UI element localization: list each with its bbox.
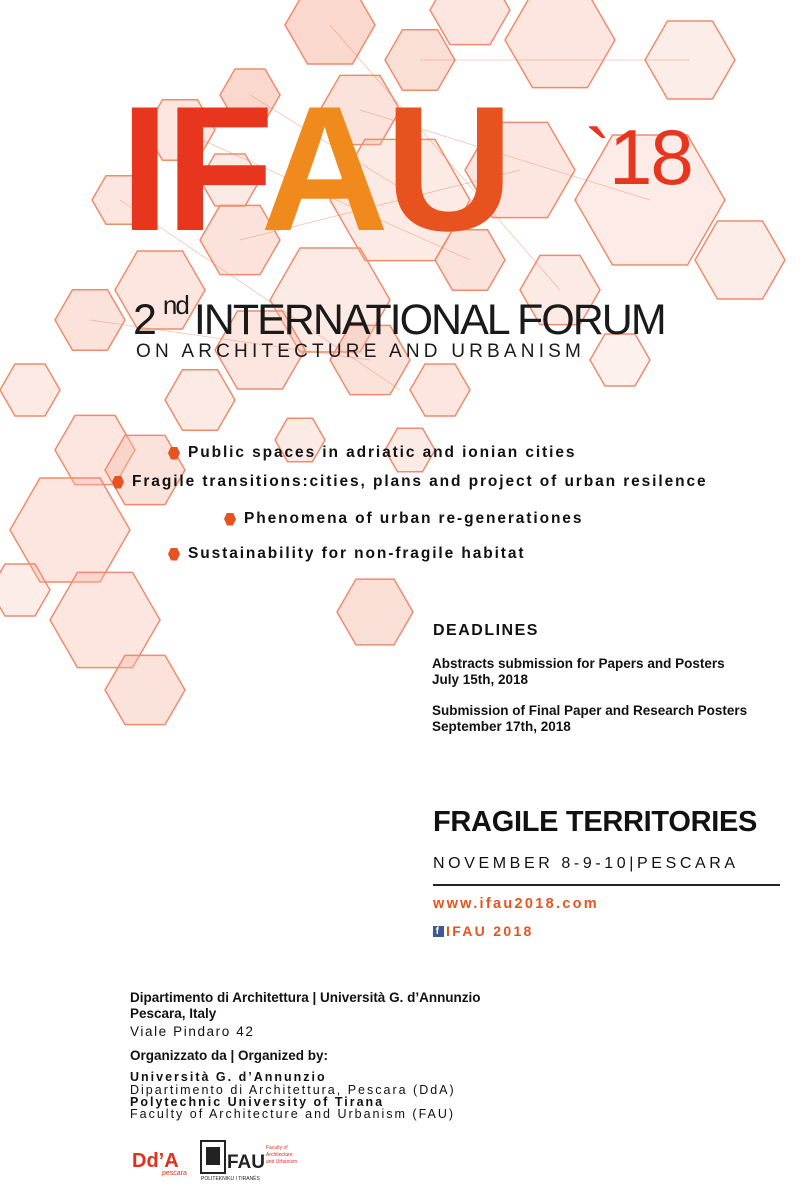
topic-text: Sustainability for non-fragile habitat bbox=[188, 545, 526, 562]
seal-inner bbox=[206, 1147, 220, 1165]
organizer-line: Polytechnic University of Tirana bbox=[130, 1095, 385, 1109]
website-link[interactable]: www.ifau2018.com bbox=[433, 896, 600, 912]
dda-logo-subtitle: pescara bbox=[162, 1170, 187, 1177]
fau-logo bbox=[200, 1140, 298, 1182]
topic-text: Public spaces in adriatic and ionian cities bbox=[188, 444, 577, 461]
event-dates: NOVEMBER 8-9-10|PESCARA bbox=[433, 855, 739, 872]
logo-year-number: 18 bbox=[608, 113, 692, 201]
topic-item bbox=[112, 473, 708, 491]
decorative-hexagon bbox=[410, 364, 470, 416]
hexagon-bullet-icon bbox=[112, 476, 124, 489]
topic-item bbox=[168, 545, 525, 563]
fau-text-line: Faculty of bbox=[266, 1145, 288, 1151]
decorative-hexagon bbox=[337, 579, 413, 645]
decorative-hexagon bbox=[165, 370, 235, 431]
deadline-date: July 15th, 2018 bbox=[432, 672, 529, 687]
decorative-hexagon bbox=[0, 364, 60, 416]
decorative-hexagon bbox=[285, 0, 375, 64]
dda-logo: Dd’A bbox=[132, 1150, 179, 1172]
logo-letter-a: A bbox=[260, 69, 385, 268]
organizers-title: Organizzato da | Organized by: bbox=[130, 1048, 329, 1063]
deadline-date: September 17th, 2018 bbox=[432, 719, 571, 734]
fau-text-line: Architecture bbox=[266, 1152, 293, 1158]
topic-item bbox=[224, 510, 583, 528]
decorative-hexagon bbox=[50, 572, 160, 667]
decorative-hexagon bbox=[505, 0, 615, 88]
forum-ordinal: nd bbox=[162, 290, 188, 320]
deadline-label: Abstracts submission for Papers and Posters bbox=[432, 656, 725, 671]
hexagon-bullet-icon bbox=[224, 513, 236, 526]
organizer-line: Dipartimento di Architettura, Pescara (DdA) bbox=[130, 1083, 456, 1097]
forum-title-text: INTERNATIONAL FORUM bbox=[193, 296, 665, 344]
forum-subtitle: ON ARCHITECTURE AND URBANISM bbox=[136, 341, 586, 362]
fau-subtitle: POLITEKNIKU I TIRANËS bbox=[201, 1176, 260, 1182]
event-title: FRAGILE TERRITORIES bbox=[433, 806, 758, 838]
organizer-line: Università G. d’Annunzio bbox=[130, 1070, 327, 1084]
logo-letter-i: I bbox=[120, 69, 166, 268]
venue-city: Pescara, Italy bbox=[130, 1006, 217, 1021]
organizer-line: Faculty of Architecture and Urbanism (FAU) bbox=[130, 1107, 456, 1121]
forum-number: 2 bbox=[133, 296, 155, 344]
fau-text-line: and Urbanism bbox=[266, 1159, 298, 1165]
facebook-label: IFAU 2018 bbox=[446, 923, 534, 939]
venue-address: Viale Pindaro 42 bbox=[130, 1024, 255, 1039]
divider bbox=[433, 884, 780, 886]
facebook-link[interactable] bbox=[433, 923, 534, 939]
ifau-logo bbox=[120, 69, 510, 268]
fau-mark: FAU bbox=[227, 1152, 265, 1173]
deadline-label: Submission of Final Paper and Research Posters bbox=[432, 703, 748, 718]
hexagon-bullet-icon bbox=[168, 548, 180, 561]
forum-title bbox=[133, 290, 665, 345]
topic-item bbox=[168, 444, 576, 462]
venue-department: Dipartimento di Architettura | Università G. d’Annunzio bbox=[130, 990, 481, 1005]
logo-apostrophe: ` bbox=[585, 113, 609, 201]
decorative-hexagon bbox=[695, 221, 785, 299]
logo-letter-f: F bbox=[165, 69, 261, 268]
logo-letter-u: U bbox=[384, 69, 510, 268]
topic-text: Fragile transitions:cities, plans and project of urban resilence bbox=[132, 473, 708, 490]
deadlines-heading: DEADLINES bbox=[433, 622, 539, 639]
hexagon-bullet-icon bbox=[168, 447, 180, 460]
logo-year bbox=[585, 112, 692, 203]
topic-text: Phenomena of urban re-generationes bbox=[244, 510, 584, 527]
facebook-icon: f bbox=[433, 926, 444, 937]
